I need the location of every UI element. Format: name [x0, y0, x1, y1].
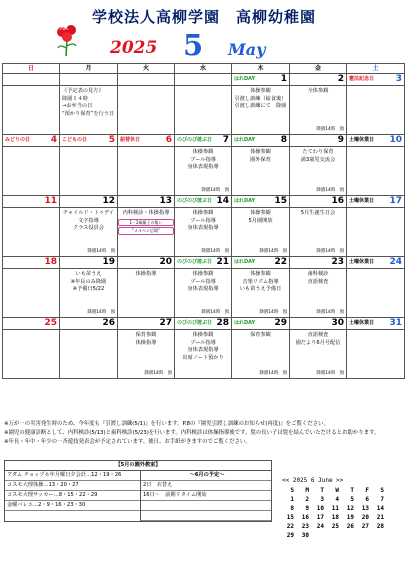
mini-weekday: T [320, 487, 324, 494]
calendar-grid [2, 63, 405, 379]
lessons-list [5, 471, 141, 521]
day-activity: たてわり保育 [302, 149, 334, 155]
day-activity: ※年長のみ降園 [70, 278, 107, 285]
day-event-label: のびのび遊ぶ日 [177, 137, 213, 143]
weekday-sun: 日 [3, 64, 60, 74]
day-number: 23 [331, 257, 344, 267]
day-activity: 園だより6月号配信 [295, 339, 341, 346]
school-name: 学校法人高柳学園 高柳幼稚園 [91, 8, 316, 26]
mini-day: 4 [335, 496, 339, 503]
outside-lessons-box [4, 460, 272, 522]
day-number: 18 [44, 257, 57, 267]
june-plan-title: 〜6月の予定〜 [141, 471, 271, 481]
day-number: 21 [216, 257, 229, 267]
mini-day [370, 531, 385, 540]
day-activity: 音楽リズム指導 [242, 278, 279, 285]
day-number: 14 [216, 196, 229, 206]
day-activity: “預かり保育”を行う日 [62, 110, 115, 117]
day-activity: 体操指導 [135, 339, 157, 346]
day-event-label: はれDAY [234, 198, 256, 204]
day-activity: いも苗うえ [75, 271, 102, 277]
day-body-cell [232, 269, 290, 318]
weekday-wed: 水 [175, 64, 232, 74]
dismissal-note: 降園14時 預 [201, 249, 229, 254]
day-body-cell [118, 208, 175, 257]
dismissal-note: 降園14時 預 [316, 249, 344, 254]
mini-day: 25 [331, 523, 339, 530]
day-activity: 内科検診・体操指導 [122, 210, 170, 216]
day-number: 9 [337, 135, 344, 145]
day-number: 10 [389, 135, 402, 145]
mini-day: 17 [316, 514, 324, 521]
day-number-cell [232, 135, 290, 147]
note-line: ※園児の健康診断として、内科検診(5/13)と歯科検診(5/23)を行います。内科検診は体操指導後です。髪の長い子は髪を結んでいただけるとお助かります。 [4, 430, 380, 436]
mini-calendar-title: << 2025 6 June >> [282, 477, 344, 484]
day-event-label: のびのび遊ぶ日 [177, 259, 213, 265]
day-body-cell [175, 147, 232, 196]
day-number-cell [347, 257, 405, 269]
mini-weekday: M [305, 487, 309, 494]
day-activity: ※予備日5/22 [72, 286, 105, 292]
day-body-cell [232, 86, 290, 135]
mini-day: 5 [350, 496, 354, 503]
day-body-cell [175, 269, 232, 318]
day-body-cell [60, 208, 118, 257]
calendar-header [0, 0, 408, 62]
mini-day [325, 531, 340, 540]
month-number: 5 [183, 28, 204, 62]
day-body-cell [118, 330, 175, 379]
day-number-cell [60, 135, 118, 147]
day-number: 31 [389, 318, 402, 328]
day-body-cell [3, 269, 60, 318]
day-number: 7 [222, 135, 229, 145]
day-number: 27 [159, 318, 172, 328]
mini-day: 20 [361, 514, 369, 521]
mini-day: 27 [361, 523, 369, 530]
june-plan-item [141, 501, 271, 511]
day-activity: 5月園開放 [248, 217, 273, 224]
day-body-cell [290, 330, 347, 379]
day-body-cell [347, 330, 405, 379]
dismissal-note: 降園14時 預 [259, 249, 287, 254]
day-number-cell [3, 318, 60, 330]
day-number-cell [347, 196, 405, 208]
mini-day: 21 [376, 514, 384, 521]
day-body-cell [60, 269, 118, 318]
mini-day: 14 [376, 505, 384, 512]
mini-calendar-june [278, 476, 404, 540]
mini-day: 15 [286, 514, 294, 521]
mini-weekday: T [350, 487, 354, 494]
day-event-label: のびのび遊ぶ日 [177, 320, 213, 326]
day-number-cell [232, 257, 290, 269]
day-body-cell [347, 147, 405, 196]
day-activity: プール指導 [190, 217, 216, 224]
dismissal-note: 降園14時 預 [259, 310, 287, 315]
day-number: 22 [274, 257, 287, 267]
notes-section [4, 420, 404, 447]
mini-day: 26 [346, 523, 354, 530]
mini-day: 23 [301, 523, 309, 530]
day-body-cell [347, 86, 405, 135]
day-number: 16 [331, 196, 344, 206]
dismissal-note: 降園14時 預 [87, 249, 115, 254]
mini-weekday: S [290, 487, 294, 494]
day-number-cell [175, 318, 232, 330]
day-activity: 体操参観 [192, 271, 214, 277]
day-body-cell [290, 208, 347, 257]
dismissal-note: 降園14時 預 [259, 371, 287, 376]
mini-weekday: F [365, 487, 369, 494]
mini-day [310, 531, 325, 540]
mini-day: 7 [380, 496, 384, 503]
day-body-cell [118, 269, 175, 318]
day-event-label: はれDAY [234, 320, 256, 326]
day-activity: 1・2歳親子の集い [118, 219, 174, 227]
day-activity: “メルヘン広場” [118, 227, 174, 235]
mini-day: 18 [331, 514, 339, 521]
day-number: 30 [331, 318, 344, 328]
day-number-cell [175, 257, 232, 269]
mini-day [340, 531, 355, 540]
day-event-label: はれDAY [234, 259, 256, 265]
day-number-cell [118, 257, 175, 269]
day-activity: 身体表現指導 [187, 164, 219, 170]
day-number-cell [3, 135, 60, 147]
weekday-row [3, 64, 405, 74]
day-body-cell [290, 147, 347, 196]
day-activity: 保育参観 [135, 332, 157, 338]
month-english: May [228, 40, 266, 59]
day-activity: 引渡し訓練（給食後） [234, 95, 287, 102]
day-number-cell [60, 318, 118, 330]
day-number: 2 [337, 74, 344, 84]
day-number-cell [175, 196, 232, 208]
day-body-cell [60, 330, 118, 379]
day-body-cell [232, 330, 290, 379]
day-number: 19 [102, 257, 115, 267]
day-event-label: はれDAY [234, 137, 256, 143]
day-number-cell [290, 196, 347, 208]
day-number: 6 [165, 135, 172, 145]
mini-day: 3 [320, 496, 324, 503]
day-event-label: はれDAY [234, 76, 256, 82]
weekday-tue: 火 [118, 64, 175, 74]
day-number-cell [232, 74, 290, 86]
day-body-cell [290, 86, 347, 135]
day-activity: チャイルド・トゥデイ [62, 210, 115, 216]
day-number-cell [118, 135, 175, 147]
day-activity: 5月生誕生日会 [300, 210, 336, 216]
mini-day: 30 [301, 532, 309, 539]
day-activity: 園外保育 [250, 156, 271, 163]
day-body-cell [60, 86, 118, 135]
mini-day [355, 531, 370, 540]
day-number: 4 [50, 135, 57, 145]
day-event-label: 憲法記念日 [349, 76, 375, 82]
day-body-cell [175, 330, 232, 379]
lesson-item: 金曜バレエ…2・9・16・23・30 [5, 501, 140, 511]
mini-day: 9 [305, 505, 309, 512]
day-number: 28 [216, 318, 229, 328]
day-activity: 身体表現指導 [187, 286, 219, 292]
day-body-cell [232, 208, 290, 257]
day-number: 26 [102, 318, 115, 328]
day-number-cell [290, 135, 347, 147]
day-number-cell [347, 135, 405, 147]
day-number: 15 [274, 196, 287, 206]
mini-day: 10 [316, 505, 324, 512]
mini-day: 22 [286, 523, 294, 530]
day-body-cell [175, 86, 232, 135]
day-activity: 体操参観 [192, 210, 214, 216]
day-body-cell [347, 269, 405, 318]
dismissal-note: 降園14時 預 [201, 310, 229, 315]
mini-day: 11 [331, 505, 339, 512]
carnation-icon [52, 22, 82, 58]
mini-day: 12 [346, 505, 354, 512]
lessons-title: 【5月の園外教室】 [5, 461, 271, 471]
day-body-cell [3, 208, 60, 257]
day-number-cell [290, 74, 347, 86]
dismissal-note: 降園14時 預 [201, 188, 229, 193]
mini-weekday: W [335, 487, 339, 494]
june-plan-item: 16日〜 前期リタイム開始 [141, 491, 271, 501]
day-event-label: みどりの日 [5, 137, 31, 143]
day-activity: 体操参観 [250, 88, 271, 94]
day-number-cell [60, 257, 118, 269]
day-number: 1 [280, 74, 287, 84]
day-event-label: こどもの日 [62, 137, 88, 143]
mini-day: 2 [305, 496, 309, 503]
day-activity: 直語検査 [307, 278, 329, 285]
weekday-mon: 月 [60, 64, 118, 74]
day-number-cell [3, 257, 60, 269]
day-activity: 体操参観 [250, 149, 271, 155]
day-activity: 文字指導 [78, 217, 99, 224]
note-line: ※万が一の災害発生時のため、今年度も『引渡し訓練(5/1)』を行います。P.8の『園児引渡し訓練のお知らせ(再度)』をご覧ください。 [4, 421, 329, 427]
day-number: 29 [274, 318, 287, 328]
day-activity: 保育参観 [250, 332, 271, 338]
day-number-cell [347, 74, 405, 86]
day-number-cell [3, 196, 60, 208]
mini-day: 8 [290, 505, 294, 512]
day-number: 17 [389, 196, 402, 206]
day-number: 13 [159, 196, 172, 206]
day-activity: 体操参観 [250, 210, 271, 216]
day-number-cell [118, 196, 175, 208]
mini-day: 19 [346, 514, 354, 521]
dismissal-note: 降園14時 預 [316, 188, 344, 193]
day-number: 11 [44, 196, 57, 206]
day-activity: プール指導 [190, 339, 216, 346]
day-body-cell [118, 86, 175, 135]
june-plan [141, 471, 271, 521]
day-activity: →お弁当の日 [62, 103, 93, 109]
mini-weekday: S [380, 487, 384, 494]
day-activity: 身体表現指導 [187, 225, 219, 231]
day-body-cell [60, 147, 118, 196]
day-number-cell [118, 74, 175, 86]
day-event-label: 振替休日 [120, 137, 141, 143]
day-activity: 引渡し訓練にて 降園 [234, 103, 287, 109]
day-event-label: 土曜休業日 [349, 320, 375, 326]
mini-day: 13 [361, 505, 369, 512]
day-body-cell [3, 330, 60, 379]
day-body-cell [290, 269, 347, 318]
day-activity: 身体表現指導 [187, 347, 219, 353]
day-number-cell [118, 318, 175, 330]
day-number: 25 [44, 318, 57, 328]
day-event-label: のびのび遊ぶ日 [177, 198, 213, 204]
day-activity: 降園１４時 [62, 95, 88, 102]
day-number-cell [60, 74, 118, 86]
day-number-cell [175, 135, 232, 147]
day-number-cell [3, 74, 60, 86]
day-event-label: 土曜休業日 [349, 198, 375, 204]
day-number-cell [290, 257, 347, 269]
day-number: 12 [102, 196, 115, 206]
day-number: 8 [280, 135, 287, 145]
weekday-thu: 木 [232, 64, 290, 74]
day-number-cell [347, 318, 405, 330]
day-activity: 満3歳児交流会 [300, 156, 336, 163]
day-body-cell [175, 208, 232, 257]
day-activity: 体操参観 [192, 332, 214, 338]
day-activity: プール指導 [190, 278, 216, 285]
day-number-cell [60, 196, 118, 208]
mini-day: 6 [365, 496, 369, 503]
day-number-cell [232, 196, 290, 208]
lesson-item: コスモ大理体操…13・20・27 [5, 481, 140, 491]
day-activity: 出席ノート預かり [182, 354, 224, 361]
day-number: 5 [108, 135, 115, 145]
day-number: 20 [159, 257, 172, 267]
day-number-cell [175, 74, 232, 86]
dismissal-note: 降園14時 預 [87, 310, 115, 315]
weekday-fri: 金 [290, 64, 347, 74]
day-body-cell [232, 147, 290, 196]
dismissal-note: 降園14時 預 [316, 127, 344, 132]
day-number: 3 [395, 74, 402, 84]
day-number-cell [232, 318, 290, 330]
day-body-cell [3, 147, 60, 196]
day-activity: 体操指導 [135, 271, 157, 277]
day-number-cell [290, 318, 347, 330]
dismissal-note: 降園14時 預 [316, 371, 344, 376]
day-number: 24 [389, 257, 402, 267]
day-event-label: 土曜休業日 [349, 259, 375, 265]
mini-day: 28 [376, 523, 384, 530]
dismissal-note: 降園14時 預 [316, 310, 344, 315]
day-event-label: 土曜休業日 [349, 137, 375, 143]
day-activity: 全体参観 [307, 88, 329, 94]
day-activity: プール指導 [190, 156, 216, 163]
lesson-item: アダム チョップ６年月曜日夕会計…12・19・26 [5, 471, 140, 481]
mini-day: 24 [316, 523, 324, 530]
weekday-sat: 土 [347, 64, 405, 74]
day-activity: 体操参観 [192, 149, 214, 155]
lesson-item: コスモ大理サッカー…8・15・22・29 [5, 491, 140, 501]
day-activity: クラス役員会 [73, 225, 104, 231]
day-activity: 歯科検診 [307, 271, 329, 277]
note-line: ※年長・年中・年少の一斉遊技発表会が予定されています。後日、お手紙がきますのでご覧ください。 [4, 439, 251, 445]
mini-day: 1 [290, 496, 294, 503]
year-label: 2025 [110, 38, 158, 58]
day-activity: 直語検査 [307, 332, 329, 338]
mini-day: 16 [301, 514, 309, 521]
day-activity: いも苗うえ予備日 [239, 286, 282, 292]
june-plan-item [141, 511, 271, 521]
june-plan-item: 2日 衣替え [141, 481, 271, 491]
day-activity: 体操参観 [250, 271, 271, 277]
day-body-cell [3, 86, 60, 135]
day-activity: 《予定表の見方》 [62, 88, 104, 94]
mini-day: 29 [286, 532, 294, 539]
day-body-cell [347, 208, 405, 257]
dismissal-note: 降園14時 預 [144, 371, 172, 376]
day-body-cell [118, 147, 175, 196]
